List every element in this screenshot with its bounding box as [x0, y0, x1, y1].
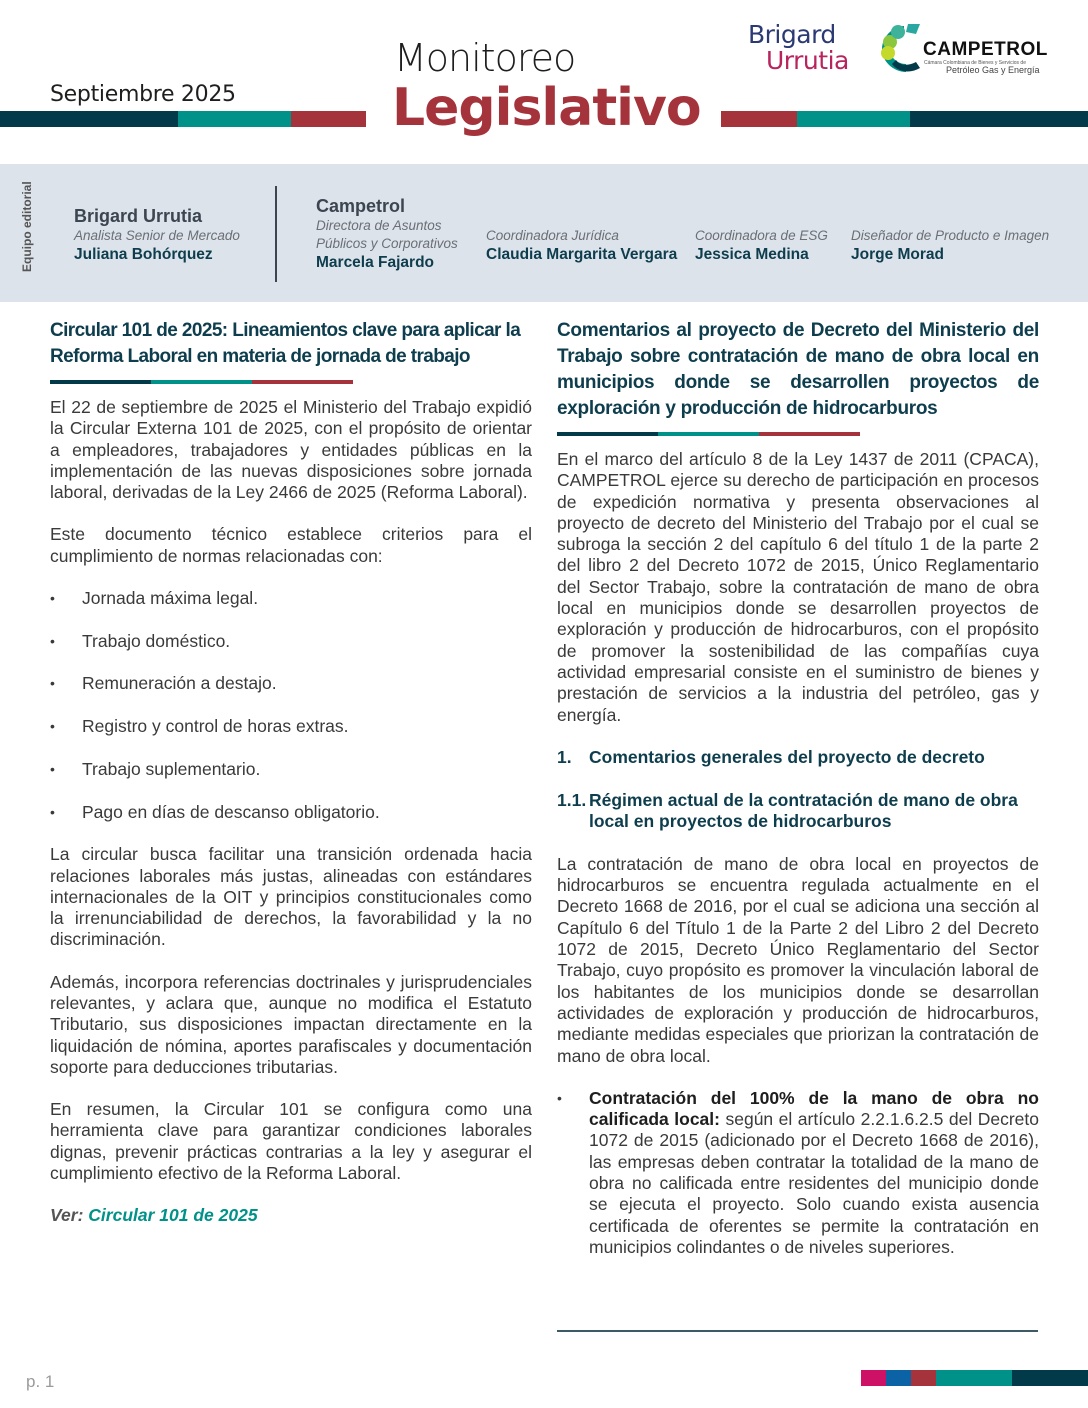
rule-segment-red	[252, 380, 353, 384]
list-item: • Trabajo suplementario.	[50, 759, 532, 780]
title-underline	[50, 380, 353, 384]
logo-campetrol-text: CAMPETROL	[923, 39, 1048, 60]
editor-name: Claudia Margarita Vergara	[486, 246, 678, 263]
editorial-team-label: Equipo editorial	[20, 181, 34, 272]
rule-segment-teal	[658, 432, 759, 436]
editor-role: Directora de Asuntos	[316, 218, 442, 233]
list-item: • Pago en días de descanso obligatorio.	[50, 802, 532, 823]
bar-segment-dark	[0, 111, 178, 127]
page-number: p. 1	[26, 1372, 55, 1391]
bar-segment-pink	[861, 1370, 886, 1386]
header-color-bar-left	[0, 111, 366, 127]
section-title: Comentarios generales del proyecto de decreto	[589, 746, 985, 767]
paragraph: En resumen, la Circular 101 se configura como una herramienta clave para garantizar condiciones laborales dignas, prevenir prácticas contrarias a la ley y asegurar el cumplimiento efectivo de la Reforma Laboral.	[50, 1099, 532, 1184]
editor-name: Jessica Medina	[695, 246, 809, 263]
logo-campetrol-subtitle-2: Petróleo Gas y Energía	[946, 65, 1040, 75]
editorial-divider	[275, 186, 277, 282]
logo-campetrol-subtitle: Cámara Colombiana de Bienes y Servicios de	[924, 60, 1026, 66]
paragraph: El 22 de septiembre de 2025 el Ministerio del Trabajo expidió la Circular Externa 101 de 2025, con el propósito de orientar a empleadores, trabajadores y entidades públicas en la implementación de las nuevas disposiciones sobre jornada laboral, derivadas de la Ley 2466 de 2025 (Reforma Laboral).	[50, 397, 532, 503]
editor-name: Marcela Fajardo	[316, 254, 435, 271]
list-item: • Remuneración a destajo.	[50, 673, 532, 694]
issue-date: Septiembre 2025	[50, 82, 236, 107]
section-number: 1.1.	[557, 789, 587, 810]
rule-segment-red	[759, 432, 860, 436]
bar-segment-red	[291, 111, 366, 127]
bar-segment-teal	[178, 111, 291, 127]
bar-segment-teal	[936, 1370, 1012, 1386]
editor-role: Públicos y Corporativos	[316, 236, 458, 251]
article-decreto-mano-de-obra	[557, 318, 1039, 1258]
rule-segment-teal	[151, 380, 252, 384]
list-item	[557, 1088, 1039, 1258]
editor-role: Coordinadora Jurídica	[486, 228, 619, 243]
bar-segment-red	[911, 1370, 936, 1386]
article-title: Circular 101 de 2025: Lineamientos clave para aplicar la Reforma Laboral en materia de jornada de trabajo	[50, 320, 521, 367]
list-item-bold-lead: Contratación del 100% de la mano de obra no calificada local:	[589, 1087, 1039, 1130]
editor-campetrol-1	[316, 196, 458, 273]
header-color-bar-right	[721, 111, 1088, 127]
logo-brigard-text: Brigard	[748, 20, 836, 49]
paragraph: En el marco del artículo 8 de la Ley 1437 de 2011 (CPACA), CAMPETROL ejerce su derecho de participación en procesos de expedición normativa y presenta observaciones al proyecto de decreto del Ministerio del Trabajo por el cual se subroga la sección 2 del capítulo 6 del título 1 de la parte 2 del libro 2 del Decreto 1072 de 2015, Único Reglamentario del Sector Trabajo, sobre la contratación de mano de obra local en municipios donde se desarrollen proyectos de exploración y producción de hidrocarburos, con el propósito de promover la sostenibilidad de las compañías cuya actividad empresarial consiste en el suministro de bienes y prestación de servicios a la industria del petróleo, gas y energía.	[557, 449, 1039, 725]
see-label: Ver:	[50, 1205, 84, 1226]
list-item: • Jornada máxima legal.	[50, 588, 532, 609]
section-title: Régimen actual de la contratación de mano de obra local en proyectos de hidrocarburos	[589, 789, 1018, 831]
list-item-text: según el artículo 2.2.1.6.2.5 del Decreto 1072 de 2015 (adicionado por el Decreto 1668 de 2016), las empresas deben contratar la totalidad de la mano de obra no calificada entre residentes del municipio donde se ejecuta el proyecto. Solo cuando exista ausencia certificada de oferentes se permite la contratación en municipios colindantes o de niveles superiores.	[589, 1109, 1039, 1257]
rule-segment-dark	[557, 432, 658, 436]
editor-name: Juliana Bohórquez	[74, 246, 213, 263]
editor-role: Analista Senior de Mercado	[74, 228, 240, 243]
editor-brigard	[74, 206, 240, 265]
editor-role: Coordinadora de ESG	[695, 228, 828, 243]
bar-segment-teal	[797, 111, 910, 127]
section-number: 1.	[557, 746, 572, 767]
article-title: Comentarios al proyecto de Decreto del Ministerio del Trabajo sobre contratación de mano de obra local en municipios donde se desarrollen proyectos de exploración y producción de hidrocarburos	[557, 320, 1039, 419]
article-circular-101	[50, 318, 532, 1226]
bar-segment-blue	[886, 1370, 911, 1386]
logo-urrutia-text: Urrutia	[766, 46, 849, 75]
bar-segment-red	[721, 111, 797, 127]
list-item: • Trabajo doméstico.	[50, 631, 532, 652]
criteria-list	[50, 588, 532, 822]
footer-color-bar	[861, 1370, 1088, 1386]
circular-101-link[interactable]: Circular 101 de 2025	[88, 1205, 258, 1226]
paragraph: Este documento técnico establece criterios para el cumplimiento de normas relacionadas con:	[50, 524, 532, 566]
editor-org: Brigard Urrutia	[74, 206, 203, 226]
column-end-rule	[557, 1330, 1038, 1332]
editor-org: Campetrol	[316, 196, 406, 216]
paragraph: La contratación de mano de obra local en proyectos de hidrocarburos se encuentra regulada actualmente en el Decreto 1668 de 2016, por el cual se adiciona una sección al Capítulo 6 del Título 1 de la Parte 2 del Libro 2 del Decreto 1072 de 2015, Decreto Único Reglamentario del Sector Trabajo, cuyo propósito es promover la vinculación laboral de los habitantes de los municipios donde se desarrollan actividades de exploración y producción de hidrocarburos, mediante medidas especiales que priorizan la contratación de mano de obra local.	[557, 853, 1039, 1066]
campetrol-c-icon	[876, 22, 928, 76]
section-heading-1-1	[557, 790, 1039, 832]
title-underline	[557, 432, 860, 436]
paragraph: La circular busca facilitar una transición ordenada hacia relaciones laborales más justas, alineadas con estándares internacionales de la OIT y principios constitucionales como la irrenunciabilidad de derechos, la favorabilidad y la no discriminación.	[50, 844, 532, 950]
title-legislativo: Legislativo	[392, 78, 701, 138]
see-reference	[50, 1205, 532, 1226]
editor-campetrol-4	[851, 227, 1049, 265]
rule-segment-dark	[50, 380, 151, 384]
bar-segment-dark	[910, 111, 1088, 127]
editor-campetrol-2	[486, 227, 677, 265]
editor-campetrol-3	[695, 227, 828, 265]
paragraph: Además, incorpora referencias doctrinales y jurisprudenciales relevantes, y aclara que, aunque no modifica el Estatuto Tributario, sus disposiciones impactan directamente en la liquidación de nómina, aportes parafiscales y documentación soporte para deducciones tributarias.	[50, 971, 532, 1077]
section-heading-1	[557, 747, 1039, 768]
editor-role: Diseñador de Producto e Imagen	[851, 228, 1050, 243]
campetrol-logo	[876, 22, 1046, 76]
bar-segment-dark	[1012, 1370, 1088, 1386]
list-item: • Registro y control de horas extras.	[50, 716, 532, 737]
title-monitoreo: Monitoreo	[394, 36, 576, 80]
editor-name: Jorge Morad	[851, 246, 945, 263]
brigard-urrutia-logo	[748, 22, 849, 74]
